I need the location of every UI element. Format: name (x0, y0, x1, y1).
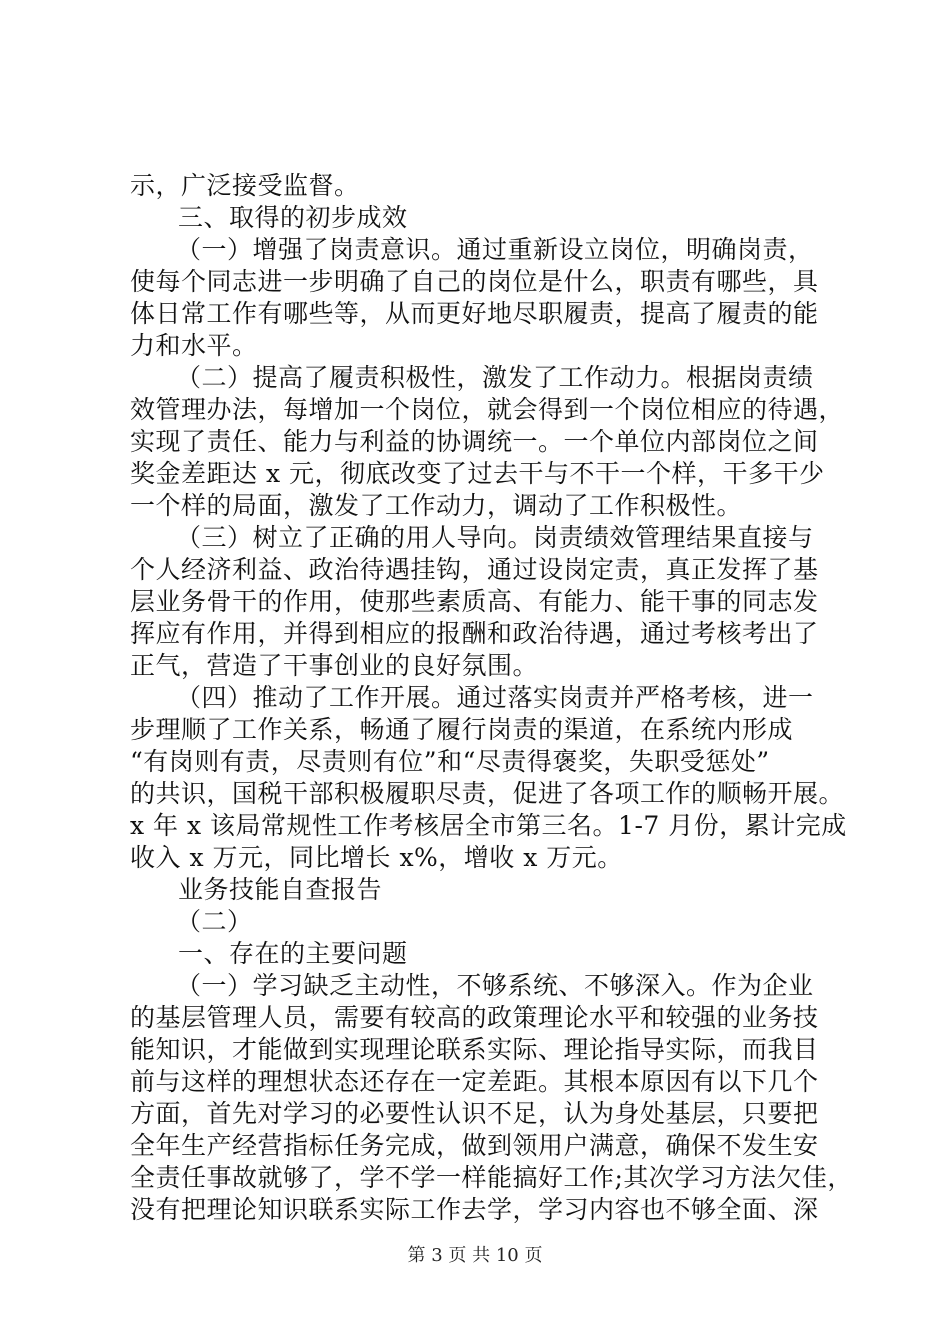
section-heading: 一、存在的主要问题 (178, 939, 408, 968)
text-line: x 年 x 该局常规性工作考核居全市第三名。1-7 月份，累计完成 (130, 811, 847, 840)
text-line: 个人经济利益、政治待遇挂钩，通过设岗定责，真正发挥了基 (130, 555, 819, 584)
text-line: 方面，首先对学习的必要性认识不足，认为身处基层，只要把 (130, 1099, 819, 1128)
text-line: 的基层管理人员，需要有较高的政策理论水平和较强的业务技 (130, 1003, 819, 1032)
text-line: 没有把理论知识联系实际工作去学，学习内容也不够全面、深 (130, 1195, 819, 1224)
text-line: （二）提高了履责积极性，激发了工作动力。根据岗责绩 (176, 363, 814, 392)
text-line: 的共识，国税干部积极履职尽责，促进了各项工作的顺畅开展。 (130, 779, 845, 808)
text-line: “有岗则有责，尽责则有位”和“尽责得褒奖，失职受惩处” (130, 747, 770, 776)
text-line: 前与这样的理想状态还存在一定差距。其根本原因有以下几个 (130, 1067, 819, 1096)
text-line: 挥应有作用，并得到相应的报酬和政治待遇，通过考核考出了 (130, 619, 819, 648)
text-line: 收入 x 万元，同比增长 x%，增收 x 万元。 (130, 843, 623, 872)
section-heading: 三、取得的初步成效 (178, 203, 408, 232)
text-line: 示，广泛接受监督。 (130, 171, 360, 200)
text-line: 一个样的局面，激发了工作动力，调动了工作积极性。 (130, 491, 743, 520)
report-title: 业务技能自查报告 (178, 875, 383, 904)
text-line: 实现了责任、能力与利益的协调统一。一个单位内部岗位之间 (130, 427, 819, 456)
text-line: 体日常工作有哪些等，从而更好地尽职履责，提高了履责的能 (130, 299, 819, 328)
text-line: （四）推动了工作开展。通过落实岗责并严格考核，进一 (176, 683, 814, 712)
text-line: 正气，营造了干事创业的良好氛围。 (130, 651, 539, 680)
text-line: 能知识，才能做到实现理论联系实际、理论指导实际，而我目 (130, 1035, 819, 1064)
text-line: 力和水平。 (130, 331, 258, 360)
text-line: 效管理办法，每增加一个岗位，就会得到一个岗位相应的待遇， (130, 395, 845, 424)
text-line: （一）学习缺乏主动性，不够系统、不够深入。作为企业 (176, 971, 814, 1000)
text-line: 使每个同志进一步明确了自己的岗位是什么，职责有哪些，具 (130, 267, 819, 296)
text-line: 层业务骨干的作用，使那些素质高、有能力、能干事的同志发 (130, 587, 819, 616)
text-line: 全年生产经营指标任务完成，做到领用户满意，确保不发生安 (130, 1131, 819, 1160)
text-line: （一）增强了岗责意识。通过重新设立岗位，明确岗责， (176, 235, 814, 264)
text-line: （三）树立了正确的用人导向。岗责绩效管理结果直接与 (176, 523, 814, 552)
body-text (130, 170, 853, 1226)
text-line: 全责任事故就够了，学不学一样能搞好工作;其次学习方法欠佳， (130, 1163, 853, 1192)
text-line: 步理顺了工作关系，畅通了履行岗责的渠道，在系统内形成 (130, 715, 794, 744)
text-line: 奖金差距达 x 元，彻底改变了过去干与不干一个样，干多干少 (130, 459, 825, 488)
page-number-footer: 第 3 页 共 10 页 (407, 1245, 543, 1266)
report-subtitle: （二） (176, 907, 253, 936)
